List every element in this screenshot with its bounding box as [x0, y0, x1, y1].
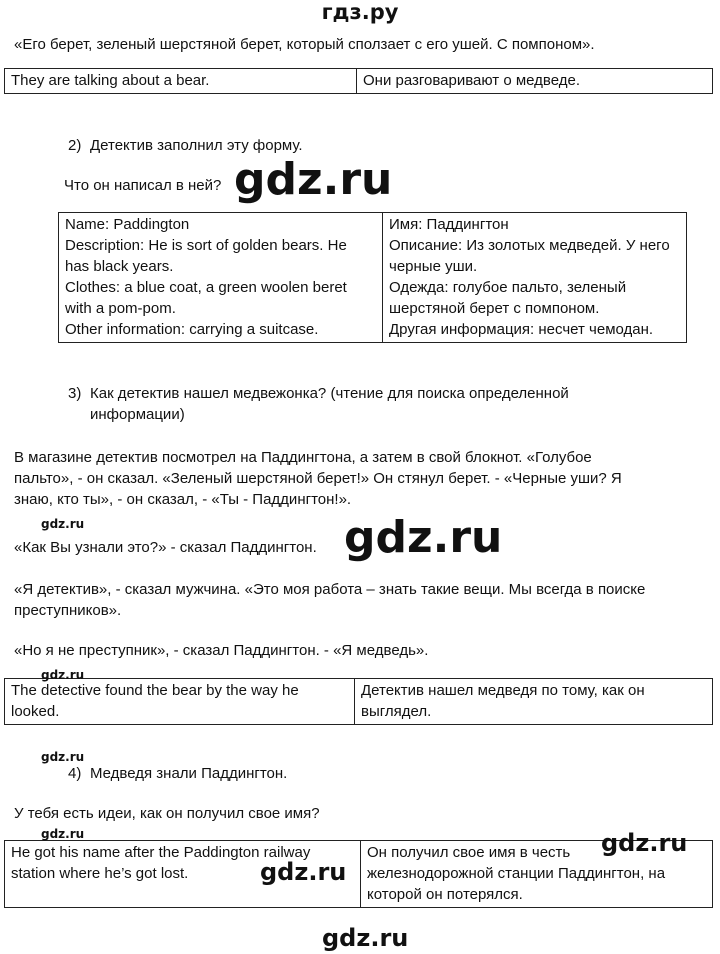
- form-en-line: has black years.: [65, 258, 174, 275]
- story-line: «Я детектив», - сказал мужчина. «Это моя работа – знать такие вещи. Мы всегда в поиске: [14, 581, 646, 598]
- task-4-title: [68, 763, 287, 784]
- task-title: Медведя знали Паддингтон.: [90, 765, 288, 782]
- task-3-title: [68, 383, 569, 425]
- watermark-large: gdz.ru: [234, 154, 393, 205]
- watermark-small: gdz.ru: [41, 827, 85, 841]
- form-ru-cell: [383, 213, 687, 343]
- form-en-line: Description: He is sort of golden bears. He: [65, 237, 347, 254]
- watermark-large: gdz.ru: [344, 512, 503, 563]
- answer-line: Детектив нашел медведя по тому, как он: [361, 682, 645, 699]
- form-ru-line: Описание: Из золотых медведей. У него: [389, 237, 670, 254]
- form-en-line: Other information: carrying a suitcase.: [65, 321, 319, 338]
- form-en-line: Clothes: a blue coat, a green woolen beret: [65, 279, 347, 296]
- watermark-medium: gdz.ru: [260, 858, 347, 886]
- answer-line: железнодорожной станции Паддингтон, на: [367, 865, 666, 882]
- form-ru-line: черные уши.: [389, 258, 478, 275]
- answer-line: Он получил свое имя в честь: [367, 844, 571, 861]
- task-2-question: Что он написал в ней?: [64, 177, 222, 194]
- top-quote: «Его берет, зеленый шерстяной берет, который сползает с его ушей. С помпоном».: [14, 36, 595, 53]
- form-en-line: Name: Paddington: [65, 216, 190, 233]
- task-number: 4): [68, 765, 82, 782]
- form-ru-line: Одежда: голубое пальто, зеленый: [389, 279, 627, 296]
- site-title: гдз.ру: [321, 0, 399, 24]
- story-paragraph-2: «Как Вы узнали это?» - сказал Паддингтон.: [14, 539, 317, 556]
- detective-form-table: [58, 212, 687, 343]
- task-2-title: [68, 135, 303, 156]
- task-4-question: У тебя есть идеи, как он получил свое имя?: [14, 805, 320, 822]
- story-line: В магазине детектив посмотрел на Паддингтона, а затем в свой блокнот. «Голубое: [14, 449, 592, 466]
- answer-line: station where he’s got lost.: [11, 865, 189, 882]
- watermark-small: gdz.ru: [41, 750, 85, 764]
- story-line: преступников».: [14, 602, 122, 619]
- answer-line: He got his name after the Paddington railway: [11, 844, 311, 861]
- form-en-cell: [59, 213, 383, 343]
- answer-line: которой он потерялся.: [367, 886, 523, 903]
- watermark-medium: gdz.ru: [601, 829, 688, 857]
- story-line: знаю, кто ты», - он сказал, - «Ты - Паддингтон!».: [14, 491, 352, 508]
- form-en-line: with a pom-pom.: [65, 300, 176, 317]
- story-paragraph-3: [14, 579, 645, 621]
- answer-line: The detective found the bear by the way he: [11, 682, 299, 699]
- task-number: 2): [68, 137, 82, 154]
- task-title: Детектив заполнил эту форму.: [90, 137, 303, 154]
- form-ru-line: Другая информация: несчет чемодан.: [389, 321, 654, 338]
- story-paragraph-4: «Но я не преступник», - сказал Паддингтон. - «Я медведь».: [14, 642, 429, 659]
- answer-table-1: [4, 68, 713, 94]
- answer-line: looked.: [11, 703, 60, 720]
- form-ru-line: шерстяной берет с помпоном.: [389, 300, 600, 317]
- watermark-medium: gdz.ru: [322, 924, 409, 952]
- answer-table-3: [4, 678, 713, 725]
- task-title-line: Как детектив нашел медвежонка? (чтение для поиска определенной: [90, 385, 569, 402]
- story-paragraph-1: [14, 447, 622, 510]
- watermark-small: gdz.ru: [41, 517, 85, 531]
- watermark-small: gdz.ru: [41, 668, 85, 682]
- task-number: 3): [68, 385, 82, 402]
- form-ru-line: Имя: Паддингтон: [389, 216, 509, 233]
- story-line: пальто», - он сказал. «Зеленый шерстяной берет!» Он стянул берет. - «Черные уши? Я: [14, 470, 622, 487]
- answer-ru-cell: [355, 679, 713, 725]
- answer-line: выглядел.: [361, 703, 432, 720]
- task-title-line: информации): [90, 406, 185, 423]
- answer-ru-cell: Они разговаривают о медведе.: [357, 69, 713, 94]
- answer-en-cell: [5, 679, 355, 725]
- answer-en-cell: They are talking about a bear.: [5, 69, 357, 94]
